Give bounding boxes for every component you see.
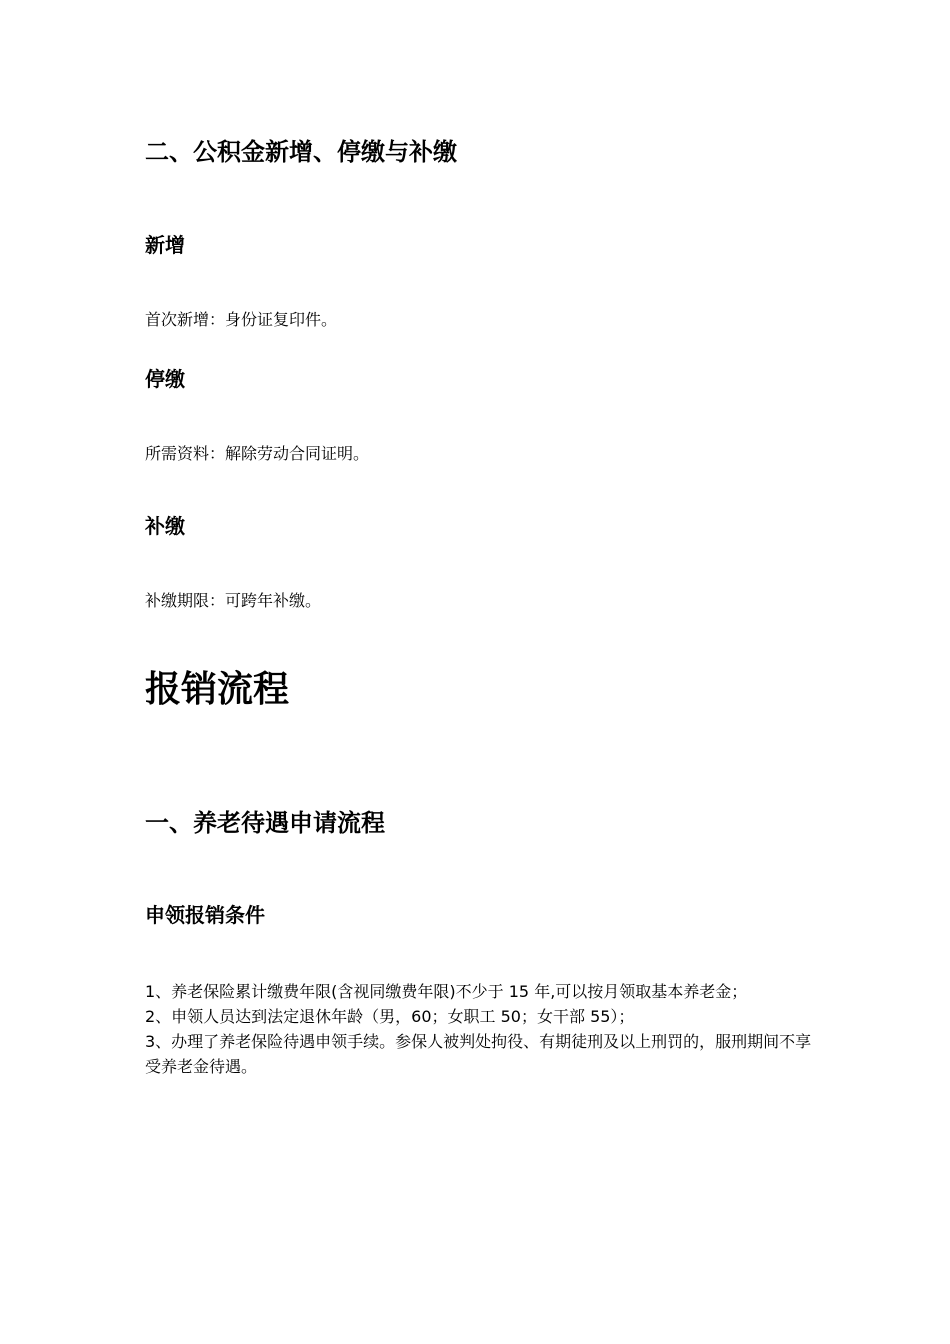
section-heading-pension: 一、养老待遇申请流程 bbox=[145, 809, 385, 837]
condition-item: 2、申领人员达到法定退休年龄（男，60；女职工 50；女干部 55）； bbox=[145, 1007, 635, 1026]
conditions-list bbox=[145, 979, 825, 1079]
text-new: 首次新增：身份证复印件。 bbox=[145, 310, 338, 329]
condition-item: 3、办理了养老保险待遇申领手续。参保人被判处拘役、有期徒刑及以上刑罚的，服刑期间不享受养老金待遇。 bbox=[145, 1032, 812, 1076]
section-heading-fund: 二、公积金新增、停缴与补缴 bbox=[145, 138, 457, 166]
condition-item: 1、养老保险累计缴费年限(含视同缴费年限)不少于 15 年,可以按月领取基本养老金； bbox=[145, 982, 748, 1001]
text-stop: 所需资料：解除劳动合同证明。 bbox=[145, 444, 370, 463]
text-supplement: 补缴期限：可跨年补缴。 bbox=[145, 591, 322, 610]
subheading-stop: 停缴 bbox=[145, 367, 185, 391]
subheading-new: 新增 bbox=[145, 233, 185, 257]
page-title-reimbursement: 报销流程 bbox=[145, 669, 290, 710]
subheading-supplement: 补缴 bbox=[145, 514, 185, 538]
subheading-conditions: 申领报销条件 bbox=[145, 903, 265, 927]
